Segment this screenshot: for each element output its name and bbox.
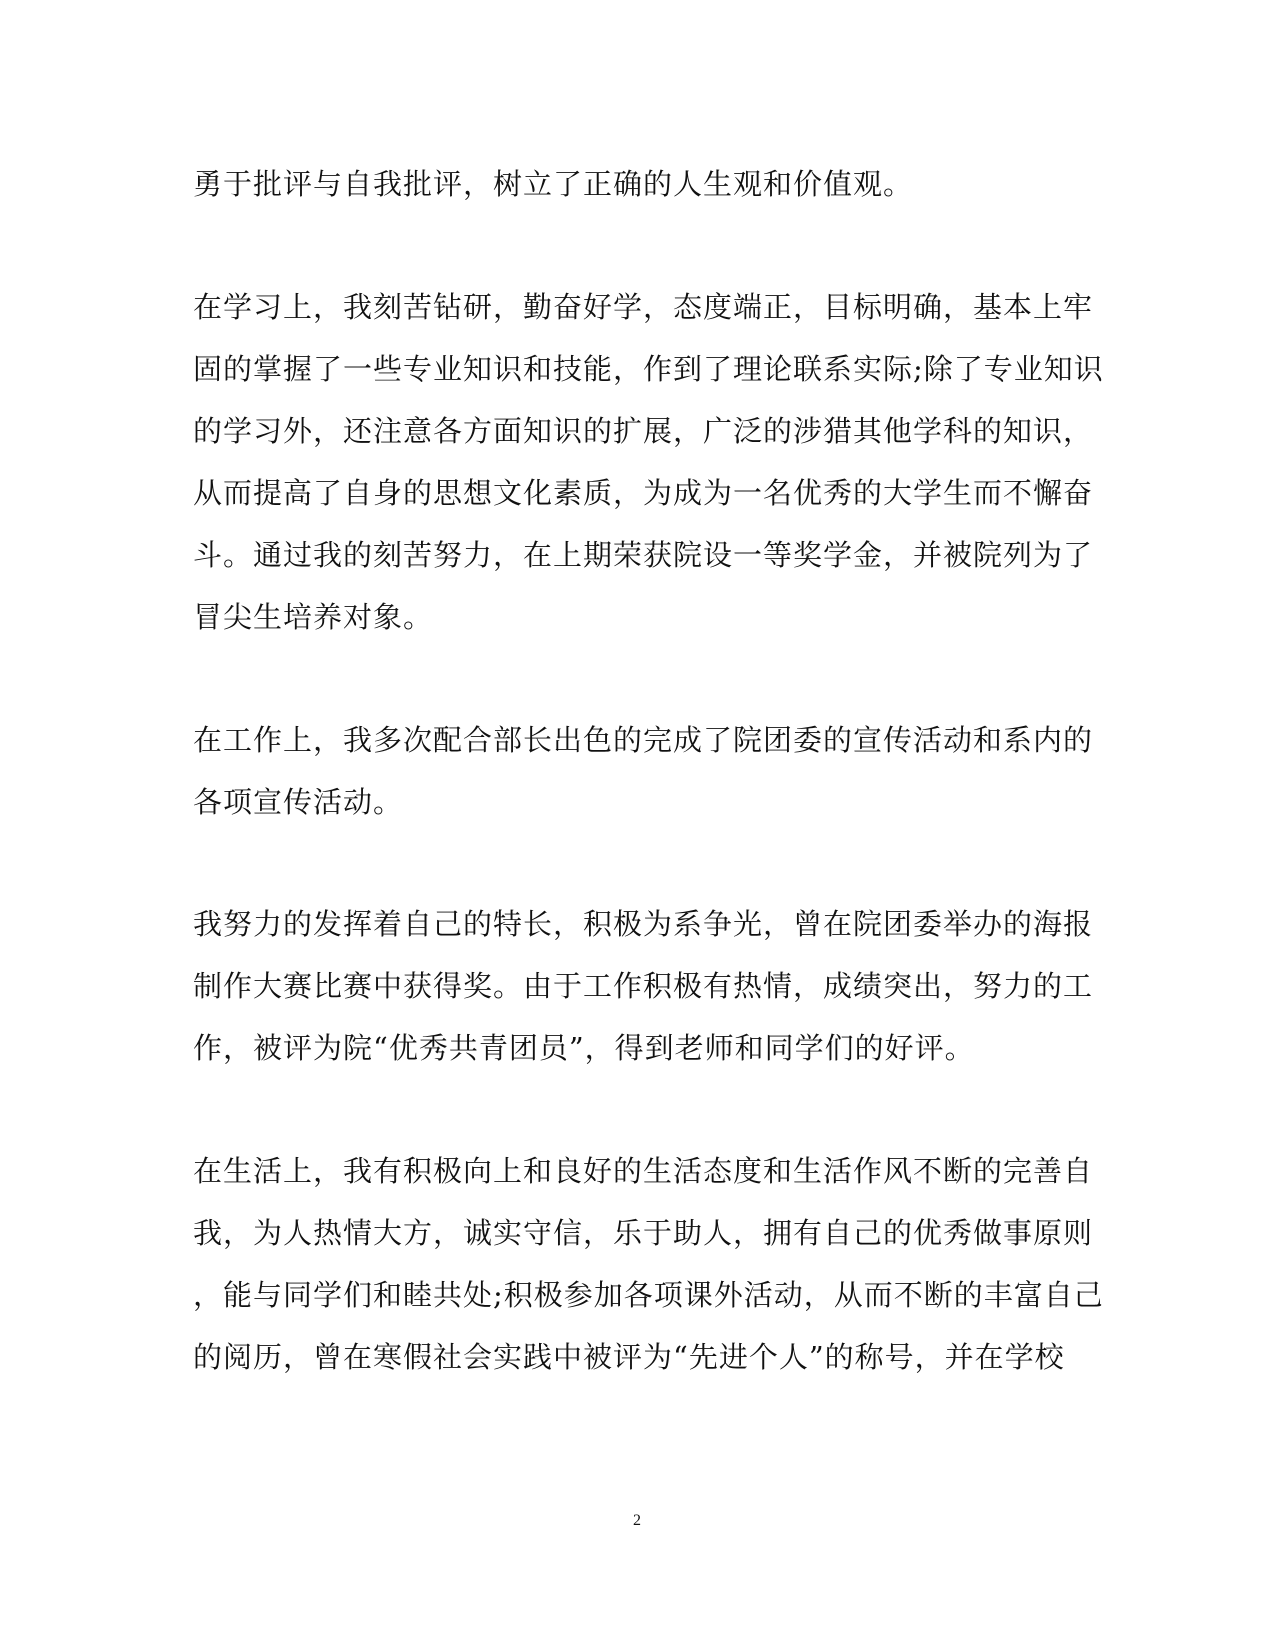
text-line: 冒尖生培养对象。 xyxy=(193,600,434,634)
text-line: 我，为人热情大方，诚实守信，乐于助人，拥有自己的优秀做事原则 xyxy=(193,1216,1094,1250)
text-line: 勇于批评与自我批评，树立了正确的人生观和价值观。 xyxy=(193,167,914,201)
text-line: 斗。通过我的刻苦努力，在上期荣获院设一等奖学金，并被院列为了 xyxy=(193,538,1094,572)
text-line: 我努力的发挥着自己的特长，积极为系争光，曾在院团委举办的海报 xyxy=(193,907,1094,941)
text-line: 的学习外，还注意各方面知识的扩展，广泛的涉猎其他学科的知识， xyxy=(193,414,1094,448)
text-line: 从而提高了自身的思想文化素质，为成为一名优秀的大学生而不懈奋 xyxy=(193,476,1094,510)
text-line: 作，被评为院“优秀共青团员”，得到老师和同学们的好评。 xyxy=(193,1031,975,1065)
text-line: 在生活上，我有积极向上和良好的生活态度和生活作风不断的完善自 xyxy=(193,1154,1094,1188)
text-line: 在工作上，我多次配合部长出色的完成了院团委的宣传活动和系内的 xyxy=(193,723,1094,757)
text-line: 的阅历，曾在寒假社会实践中被评为“先进个人”的称号，并在学校 xyxy=(193,1340,1065,1374)
text-line: 各项宣传活动。 xyxy=(193,785,404,819)
page-number: 2 xyxy=(633,1512,641,1529)
text-line: 制作大赛比赛中获得奖。由于工作积极有热情，成绩突出，努力的工 xyxy=(193,969,1094,1003)
text-line: 在学习上，我刻苦钻研，勤奋好学，态度端正，目标明确，基本上牢 xyxy=(193,290,1094,324)
text-line: ，能与同学们和睦共处;积极参加各项课外活动，从而不断的丰富自己 xyxy=(193,1278,1104,1312)
text-line: 固的掌握了一些专业知识和技能，作到了理论联系实际;除了专业知识 xyxy=(193,352,1104,386)
